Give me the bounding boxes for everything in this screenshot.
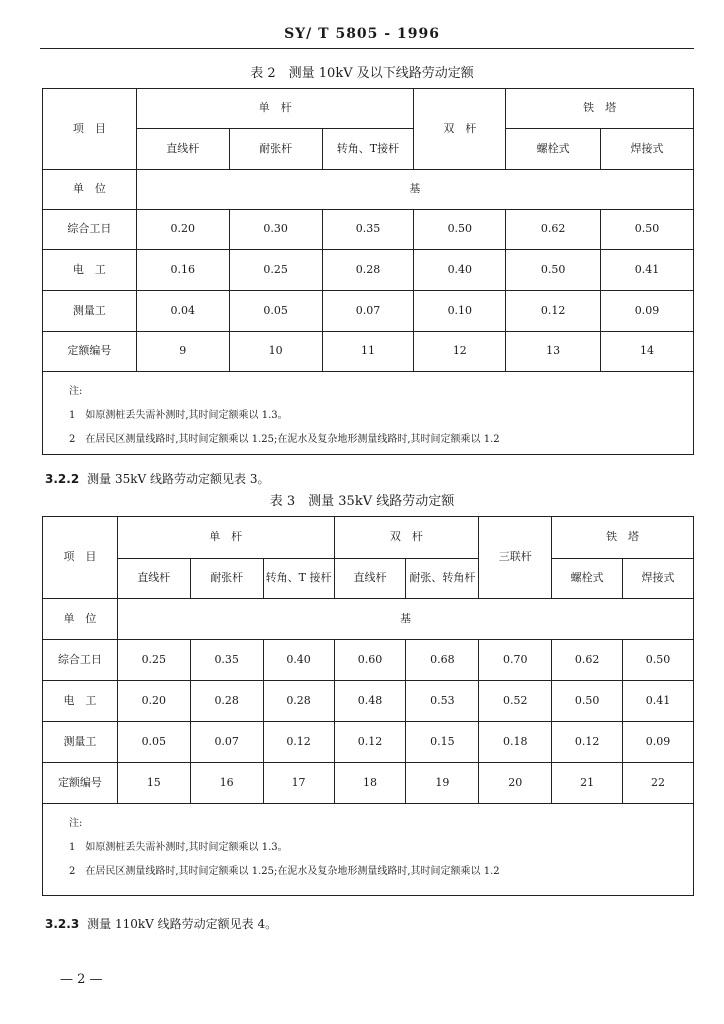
cell: 0.40: [414, 250, 506, 291]
cell: 0.12: [552, 722, 623, 763]
cell: 0.50: [601, 210, 694, 250]
cell: 0.09: [601, 291, 694, 332]
cell: 0.53: [406, 681, 479, 722]
cell: 0.15: [406, 722, 479, 763]
cell: 0.25: [229, 250, 322, 291]
t2-unit-label: 单 位: [43, 170, 137, 210]
row-label: 综合工日: [43, 210, 137, 250]
t3-header-single: 单 杆: [117, 517, 334, 559]
t3-sub-header: 直线杆: [334, 559, 406, 599]
cell: 0.70: [479, 640, 552, 681]
cell: 0.28: [190, 681, 263, 722]
notes-title: 注:: [69, 386, 83, 397]
cell: 15: [117, 763, 190, 804]
t3-sub-header: 耐张杆: [190, 559, 263, 599]
t2-sub-header: 螺栓式: [506, 129, 601, 170]
cell: 0.41: [601, 250, 694, 291]
t2-header-item: 项 目: [43, 89, 137, 170]
section-text: 测量 35kV 线路劳动定额见表 3。: [87, 472, 270, 486]
cell: 18: [334, 763, 406, 804]
t2-unit-value: 基: [136, 170, 693, 210]
cell: 16: [190, 763, 263, 804]
t3-header-triple: 三联杆: [479, 517, 552, 599]
cell: 0.04: [136, 291, 229, 332]
cell: 0.50: [414, 210, 506, 250]
cell: 0.60: [334, 640, 406, 681]
row-label: 测量工: [43, 291, 137, 332]
t3-unit-label: 单 位: [43, 599, 118, 640]
cell: 0.16: [136, 250, 229, 291]
section-number: 3.2.3: [45, 917, 80, 931]
table2-caption: 表 2 测量 10kV 及以下线路劳动定额: [250, 66, 474, 81]
cell: 10: [229, 332, 322, 372]
cell: 0.62: [552, 640, 623, 681]
cell: 0.25: [117, 640, 190, 681]
row-label: 测量工: [43, 722, 118, 763]
cell: 20: [479, 763, 552, 804]
cell: 0.50: [506, 250, 601, 291]
cell: 13: [506, 332, 601, 372]
cell: 0.62: [506, 210, 601, 250]
cell: 0.48: [334, 681, 406, 722]
table3-notes: [43, 804, 694, 896]
cell: 0.30: [229, 210, 322, 250]
cell: 0.05: [117, 722, 190, 763]
cell: 0.12: [506, 291, 601, 332]
cell: 14: [601, 332, 694, 372]
row-label: 电 工: [43, 681, 118, 722]
table3-caption: 表 3 测量 35kV 线路劳动定额: [269, 494, 455, 509]
cell: 0.40: [263, 640, 334, 681]
t3-header-tower: 铁 塔: [552, 517, 694, 559]
cell: 22: [623, 763, 694, 804]
table-row: [43, 291, 694, 332]
table-row: [43, 681, 694, 722]
table-row: [43, 210, 694, 250]
note-2: 2 在居民区测量线路时,其时间定额乘以 1.25;在泥水及复杂地形测量线路时,其时间定额乘以 1.2: [69, 866, 500, 877]
table-row: [43, 250, 694, 291]
cell: 21: [552, 763, 623, 804]
section-number: 3.2.2: [45, 472, 80, 486]
cell: 0.28: [263, 681, 334, 722]
cell: 0.68: [406, 640, 479, 681]
t3-sub-header: 焊接式: [623, 559, 694, 599]
row-label: 定额编号: [43, 332, 137, 372]
table-row: [43, 640, 694, 681]
cell: 0.52: [479, 681, 552, 722]
cell: 0.50: [623, 640, 694, 681]
cell: 0.10: [414, 291, 506, 332]
t3-header-item: 项 目: [43, 517, 118, 599]
cell: 0.18: [479, 722, 552, 763]
section-3-2-3: [45, 915, 277, 932]
row-label: 综合工日: [43, 640, 118, 681]
cell: 0.35: [190, 640, 263, 681]
cell: 9: [136, 332, 229, 372]
t2-sub-header: 转角、T接杆: [322, 129, 414, 170]
t2-header-tower: 铁 塔: [506, 89, 694, 129]
table-row: [43, 763, 694, 804]
t2-sub-header: 焊接式: [601, 129, 694, 170]
cell: 0.09: [623, 722, 694, 763]
table2: [42, 88, 694, 455]
cell: 0.28: [322, 250, 414, 291]
t3-sub-header: 直线杆: [117, 559, 190, 599]
cell: 0.20: [136, 210, 229, 250]
cell: 0.50: [552, 681, 623, 722]
table-row: [43, 332, 694, 372]
cell: 0.20: [117, 681, 190, 722]
cell: 11: [322, 332, 414, 372]
note-2: 2 在居民区测量线路时,其时间定额乘以 1.25;在泥水及复杂地形测量线路时,其时间定额乘以 1.2: [69, 434, 500, 445]
t2-header-single: 单 杆: [136, 89, 414, 129]
cell: 0.05: [229, 291, 322, 332]
section-3-2-2: [45, 470, 269, 487]
row-label: 定额编号: [43, 763, 118, 804]
cell: 19: [406, 763, 479, 804]
t3-header-double: 双 杆: [334, 517, 479, 559]
t3-sub-header: 转角、T 接杆: [263, 559, 334, 599]
note-1: 1 如原测桩丢失需补测时,其时间定额乘以 1.3。: [69, 842, 288, 853]
table3: [42, 516, 694, 896]
document-header: SY/ T 5805 - 1996: [284, 26, 440, 42]
t2-sub-header: 直线杆: [136, 129, 229, 170]
header-rule: [40, 48, 694, 49]
notes-title: 注:: [69, 818, 83, 829]
t3-sub-header: 螺栓式: [552, 559, 623, 599]
cell: 17: [263, 763, 334, 804]
t2-header-double: 双 杆: [414, 89, 506, 170]
cell: 0.35: [322, 210, 414, 250]
cell: 0.12: [263, 722, 334, 763]
row-label: 电 工: [43, 250, 137, 291]
cell: 0.07: [322, 291, 414, 332]
t2-sub-header: 耐张杆: [229, 129, 322, 170]
note-1: 1 如原测桩丢失需补测时,其时间定额乘以 1.3。: [69, 410, 288, 421]
cell: 0.12: [334, 722, 406, 763]
t3-unit-value: 基: [117, 599, 693, 640]
cell: 12: [414, 332, 506, 372]
section-text: 测量 110kV 线路劳动定额见表 4。: [87, 917, 278, 931]
t3-sub-header: 耐张、转角杆: [406, 559, 479, 599]
cell: 0.07: [190, 722, 263, 763]
table-row: [43, 722, 694, 763]
page-number: — 2 —: [60, 972, 103, 987]
cell: 0.41: [623, 681, 694, 722]
table2-notes: [43, 372, 694, 455]
